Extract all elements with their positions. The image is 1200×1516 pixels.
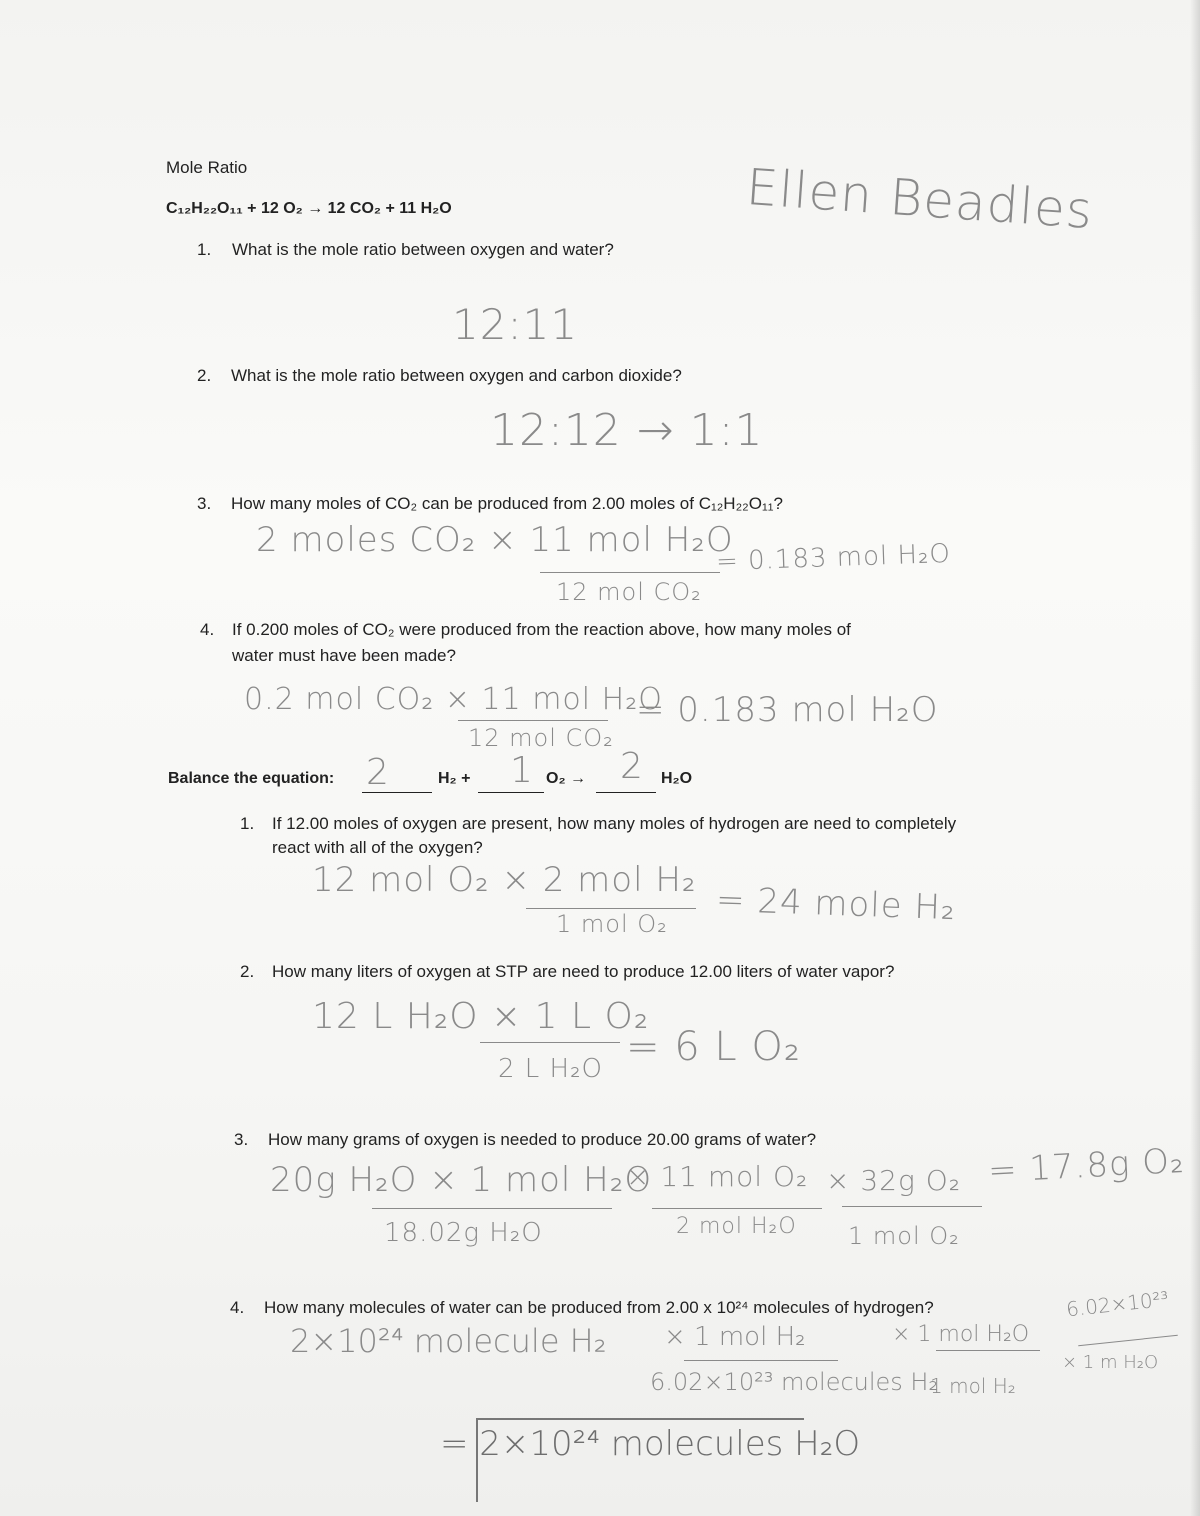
q4-fraction-bar	[458, 720, 608, 721]
p2-q3-step1-bar	[372, 1208, 612, 1209]
q2-number: 2.	[197, 366, 212, 385]
q3-work-numerator: 2 moles CO₂ × 11 mol H₂O	[256, 520, 734, 560]
p2-q4-step4-bar	[1078, 1335, 1178, 1346]
p2-q4-step3-denominator: 1 mol H₂	[930, 1374, 1016, 1398]
p2-q4-step4-numerator: 6.02×10²³	[1065, 1286, 1170, 1322]
p2-q1-text-line2: react with all of the oxygen?	[272, 838, 483, 857]
q3-number: 3.	[197, 494, 212, 513]
p2-q1-text-line1: If 12.00 moles of oxygen are present, how many moles of hydrogen are need to completely	[272, 814, 957, 833]
coef-h2-handwritten: 2	[366, 752, 390, 793]
p2-q3-step1-numerator: 20g H₂O × 1 mol H₂O	[270, 1160, 653, 1200]
q4-text-line1: If 0.200 moles of CO₂ were produced from the reaction above, how many moles of	[232, 620, 851, 639]
q4-work-numerator: 0.2 mol CO₂ × 11 mol H₂O	[244, 682, 663, 717]
p2-q2-work-denominator: 2 L H₂O	[498, 1054, 603, 1084]
p2-q4-step3-bar	[936, 1350, 1040, 1351]
p2-q3-work-result: = 17.8g O₂	[987, 1140, 1186, 1192]
q4-work-denominator: 12 mol CO₂	[468, 724, 614, 752]
p2-q1-work-result: = 24 mole H₂	[715, 879, 957, 929]
p2-q3-step2-denominator: 2 mol H₂O	[676, 1214, 797, 1239]
p2-q1-fraction-bar	[526, 908, 696, 909]
balance-h2: H₂ +	[438, 770, 471, 787]
q4-number: 4.	[200, 620, 215, 639]
p2-q3-step3-denominator: 1 mol O₂	[848, 1222, 960, 1250]
q1-answer-handwritten: 12:11	[452, 300, 579, 349]
balance-o2: O₂ →	[546, 770, 586, 787]
p2-q4-number: 4.	[230, 1298, 245, 1317]
p2-q3-text: How many grams of oxygen is needed to produce 20.00 grams of water?	[268, 1130, 817, 1149]
q2-answer-handwritten: 12:12 → 1:1	[490, 405, 764, 456]
p2-q2-work-result: = 6 L O₂	[626, 1024, 801, 1070]
student-name-handwritten: Ellen Beadles	[744, 157, 1095, 241]
p2-q4-text: How many molecules of water can be produced from 2.00 x 10²⁴ molecules of hydrogen?	[264, 1298, 934, 1317]
p2-q1-work-numerator: 12 mol O₂ × 2 mol H₂	[312, 860, 697, 900]
q3-work-denominator: 12 mol CO₂	[556, 578, 702, 606]
q3-text: How many moles of CO₂ can be produced from 2.00 moles of C₁₂H₂₂O₁₁?	[231, 494, 783, 513]
worksheet-title: Mole Ratio	[166, 158, 248, 177]
page-edge-shadow	[1190, 0, 1200, 1516]
p2-q3-step3-bar	[842, 1206, 982, 1207]
p2-q3-number: 3.	[234, 1130, 249, 1149]
p2-q2-text: How many liters of oxygen at STP are need to produce 12.00 liters of water vapor?	[272, 962, 895, 981]
coef-h2o-handwritten: 2	[620, 746, 644, 787]
p2-q4-step2-denominator: 6.02×10²³ molecules H₂	[650, 1368, 939, 1396]
q1-number: 1.	[197, 240, 212, 259]
p2-q2-work-numerator: 12 L H₂O × 1 L O₂	[312, 996, 650, 1037]
p2-q4-step3-numerator: × 1 mol H₂O	[892, 1322, 1030, 1347]
reaction-equation: C₁₂H₂₂O₁₁ + 12 O₂ → 12 CO₂ + 11 H₂O	[166, 200, 452, 217]
p2-q4-step2-bar	[684, 1360, 838, 1361]
p2-q4-step1: 2×10²⁴ molecule H₂	[290, 1322, 607, 1360]
p2-q3-step3-numerator: × 32g O₂	[826, 1164, 961, 1197]
p2-q1-number: 1.	[240, 814, 255, 833]
p2-q4-step4-denominator: × 1 m H₂O	[1062, 1352, 1159, 1373]
p2-q2-number: 2.	[240, 962, 255, 981]
q3-work-result: = 0.183 mol H₂O	[715, 538, 952, 578]
q3-fraction-bar	[540, 572, 720, 573]
q1-text: What is the mole ratio between oxygen and water?	[232, 240, 614, 259]
balance-h2o: H₂O	[661, 770, 693, 787]
p2-q2-fraction-bar	[480, 1042, 620, 1043]
p2-q3-step2-bar	[652, 1208, 822, 1209]
q2-text: What is the mole ratio between oxygen and carbon dioxide?	[231, 366, 682, 385]
coef-o2-handwritten: 1	[510, 750, 534, 791]
p2-q3-step2-numerator: × 11 mol O₂	[626, 1160, 809, 1193]
q4-work-result: = 0.183 mol H₂O	[636, 690, 939, 730]
p2-q1-work-denominator: 1 mol O₂	[556, 910, 668, 938]
balance-label: Balance the equation:	[168, 770, 335, 787]
p2-q3-step1-denominator: 18.02g H₂O	[384, 1218, 543, 1248]
p2-q4-step2-numerator: × 1 mol H₂	[664, 1322, 806, 1352]
p2-q4-final-answer: = 2×10²⁴ molecules H₂O	[440, 1424, 861, 1464]
q4-text-line2: water must have been made?	[232, 646, 456, 665]
